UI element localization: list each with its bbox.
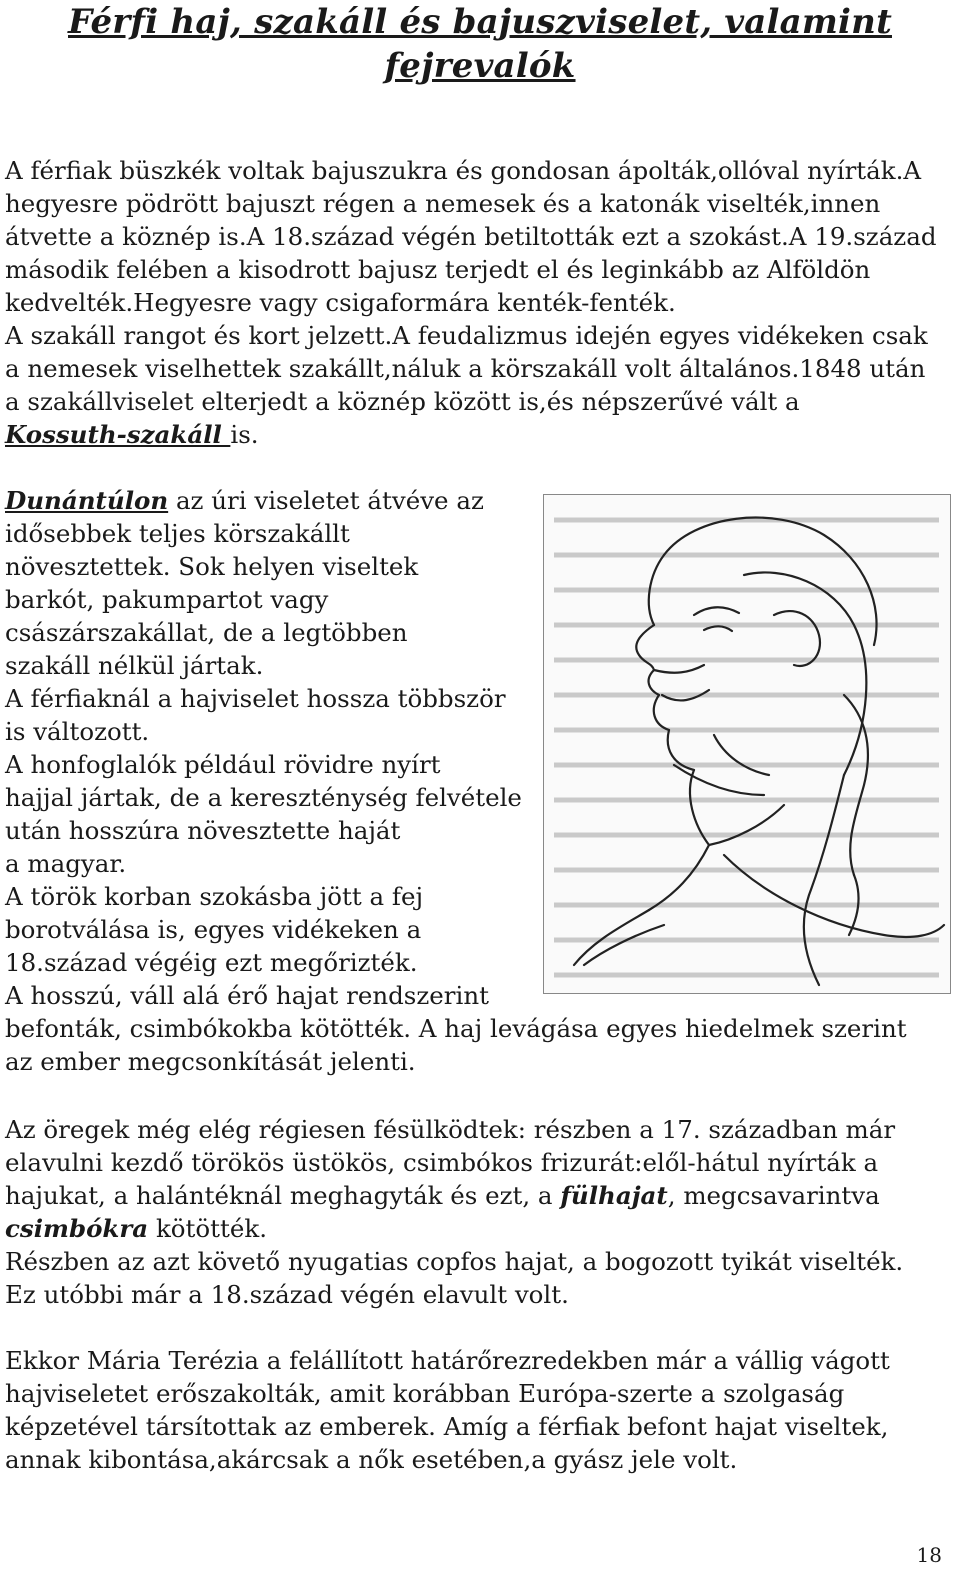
text-line: szakáll nélkül jártak.	[5, 651, 264, 680]
paragraph-maria-terezia	[5, 1344, 890, 1476]
page-number: 18	[916, 1543, 942, 1567]
text-line: A török korban szokásba jött a fej	[5, 882, 424, 911]
text-line	[5, 1212, 903, 1245]
text-line: elavulni kezdő törökös üstökös, csimbókos frizurát:elől-hátul nyírták a	[5, 1148, 879, 1177]
text-line: hegyesre pödrött bajuszt régen a nemesek és a katonák viselték,innen	[5, 189, 881, 218]
text-line: A szakáll rangot és kort jelzett.A feudalizmus idején egyes vidékeken csak	[5, 321, 928, 350]
text-line: Részben az azt követő nyugatias copfos hajat, a bogozott tyikát viselték.	[5, 1247, 904, 1276]
text-line: borotválása is, egyes vidékeken a	[5, 915, 422, 944]
paragraph-mustache-beard	[5, 154, 937, 451]
paragraph-old-hairstyles	[5, 1113, 903, 1311]
portrait-illustration	[543, 494, 951, 994]
text-line: hajjal jártak, de a kereszténység felvétele	[5, 783, 522, 812]
text-line: barkót, pakumpartot vagy	[5, 585, 329, 614]
page-title	[0, 0, 960, 88]
text-line: Ez utóbbi már a 18.század végén elavult volt.	[5, 1280, 569, 1309]
text-line: után hosszúra növesztette haját	[5, 816, 401, 845]
text-line: hajviseletet erőszakolták, amit korábban Európa-szerte a szolgaság	[5, 1379, 845, 1408]
title-line-1: Férfi haj, szakáll és bajuszviselet, valamint	[68, 2, 892, 42]
text-line: Ekkor Mária Terézia a felállított határőrezredekben már a vállig vágott	[5, 1346, 890, 1375]
kossuth-szakall-link[interactable]: Kossuth-szakáll	[5, 420, 231, 449]
text-line: is változott.	[5, 717, 150, 746]
text-fragment: is.	[230, 420, 259, 449]
text-line: Az öregek még elég régiesen fésülködtek: részben a 17. században már	[5, 1115, 896, 1144]
text-line: képzetével társítottak az emberek. Amíg a férfiak befont hajat viseltek,	[5, 1412, 889, 1441]
title-line-2: fejrevalók	[384, 46, 576, 86]
text-line: az ember megcsonkítását jelenti.	[5, 1047, 416, 1076]
text-line: annak kibontása,akárcsak a nők esetében,a gyász jele volt.	[5, 1445, 738, 1474]
text-line: második felében a kisodrott bajusz terjedt el és leginkább az Alföldön	[5, 255, 871, 284]
text-line: a magyar.	[5, 849, 127, 878]
text-line: kedvelték.Hegyesre vagy csigaformára kenték-fenték.	[5, 288, 676, 317]
text-line: 18.század végéig ezt megőrizték.	[5, 948, 418, 977]
text-line	[5, 1179, 903, 1212]
text-line: a szakállviselet elterjedt a köznép között is,és népszerűvé vált a	[5, 387, 800, 416]
text-fragment: hajukat, a halántéknál meghagyták és ezt, a	[5, 1181, 561, 1210]
text-line: A honfoglalók például rövidre nyírt	[5, 750, 441, 779]
text-line: A férfiaknál a hajviselet hossza többször	[5, 684, 506, 713]
bearded-man-sketch	[544, 495, 950, 993]
text-line	[5, 418, 937, 451]
text-fragment: kötötték.	[148, 1214, 267, 1243]
text-fragment: az úri viseletet átvéve az	[168, 486, 484, 515]
text-line: befonták, csimbókokba kötötték. A haj levágása egyes hiedelmek szerint	[5, 1014, 907, 1043]
dunantul-link[interactable]: Dunántúlon	[5, 486, 169, 515]
text-line: növesztettek. Sok helyen viseltek	[5, 552, 419, 581]
fulhaj-term: fülhajat	[560, 1181, 668, 1210]
text-line: a nemesek viselhettek szakállt,náluk a körszakáll volt általános.1848 után	[5, 354, 926, 383]
text-line: A férfiak büszkék voltak bajuszukra és gondosan ápolták,ollóval nyírták.A	[5, 156, 922, 185]
csimbok-term: csimbókra	[5, 1214, 149, 1243]
text-fragment: , megcsavarintva	[667, 1181, 880, 1210]
text-line: átvette a köznép is.A 18.század végén betiltották ezt a szokást.A 19.század	[5, 222, 937, 251]
text-line: A hosszú, váll alá érő hajat rendszerint	[5, 981, 489, 1010]
text-line: idősebbek teljes körszakállt	[5, 519, 350, 548]
text-line: császárszakállat, de a legtöbben	[5, 618, 408, 647]
